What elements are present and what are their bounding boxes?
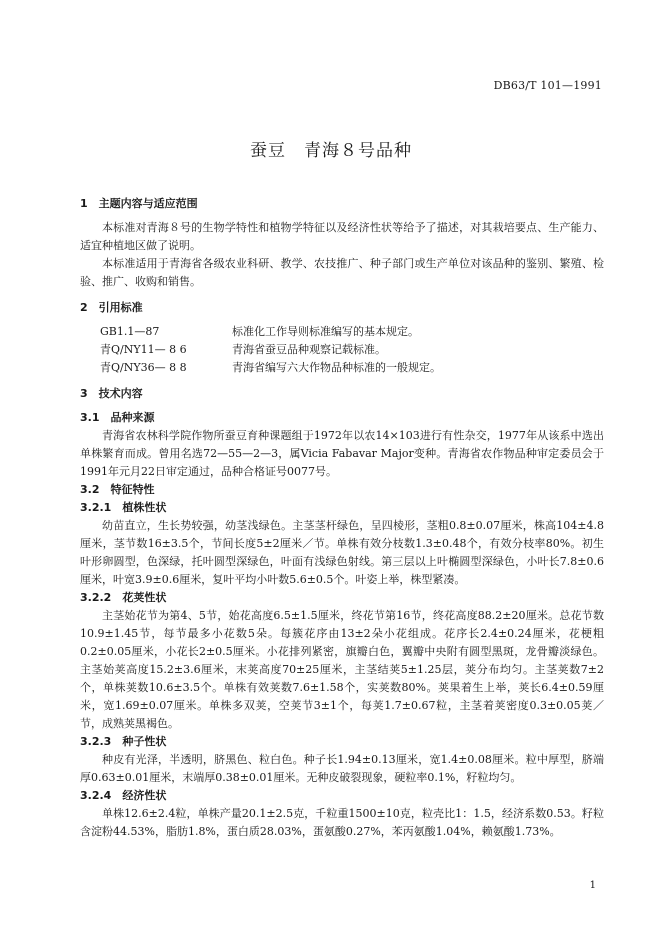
section-3-2-2-heading: 3.2.2 花荚性状 — [80, 591, 167, 604]
reference-title: 青海省编写六大作物品种标准的一般规定。 — [232, 361, 441, 374]
page-number: 1 — [589, 880, 596, 891]
section-1-paragraph-1: 本标准对青海８号的生物学特性和植物学特征以及经济性状等给予了描述，对其栽培要点、生产能力、适宜种植地区做了说明。 — [80, 221, 604, 252]
reference-code: 青Q/NY11— 8 6 — [100, 343, 187, 356]
section-3-2-1-heading: 3.2.1 植株性状 — [80, 501, 167, 514]
section-1-heading: 1 主题内容与适应范围 — [80, 197, 198, 210]
section-3-2-2-paragraph: 主茎始花节为第4、5节，始花高度6.5±1.5厘米，终花节第16节，终花高度88.2±20厘米。总花节数10.9±1.45节，每节最多小花数5朵。每簇花序由13±2朵小花组成。花序长2.4±0.24厘米，花梗粗0.2±0.05厘米，小花长2±0.5厘米。小花排列紧密，旗瓣白色，翼瓣中央附有圆型黑斑，龙骨瓣淡绿色。主茎始荚高度15.2±3.6厘米，末荚高度70±25厘米，主茎结荚5±1.25层，荚分布均匀。主茎荚数7±2个，单株荚数10.6±3.5个。单株有效荚数7.6±1.58个，实荚数80%。荚果着生上举，荚长6.4±0.59厘米，宽1.69±0.07厘米。单株多双荚，空荚节3±1个，每荚1.7±0.67粒，主茎着荚密度0.3±0.05荚／节，成熟荚黑褐色。 — [80, 609, 604, 730]
reference-item — [80, 341, 604, 359]
reference-item — [80, 323, 604, 341]
reference-code: 青Q/NY36— 8 8 — [100, 361, 187, 374]
section-3-2-3-heading: 3.2.3 种子性状 — [80, 735, 167, 748]
reference-title: 标准化工作导则标准编写的基本规定。 — [232, 325, 419, 338]
section-2-heading: 2 引用标准 — [80, 301, 143, 314]
section-3-2-4-heading: 3.2.4 经济性状 — [80, 789, 167, 802]
reference-item — [80, 359, 604, 377]
section-3-2-4-paragraph: 单株12.6±2.4粒，单株产量20.1±2.5克，千粒重1500±10克，粒壳比1：1.5，经济系数0.53。籽粒含淀粉44.53%，脂肪1.8%，蛋白质28.03%，蛋氨酸0.27%，苯丙氨酸1.04%，赖氨酸1.73%。 — [80, 807, 604, 838]
section-3-2-heading: 3.2 特征特性 — [80, 483, 155, 496]
section-3-2-3-paragraph: 种皮有光泽，半透明，脐黑色、粒白色。种子长1.94±0.13厘米，宽1.4±0.08厘米。粒中厚型，脐端厚0.63±0.01厘米，末端厚0.38±0.01厘米。无种皮破裂现象，硬粒率0.1%，籽粒均匀。 — [80, 753, 604, 784]
section-1-paragraph-2: 本标准适用于青海省各级农业科研、教学、农技推广、种子部门或生产单位对该品种的鉴别、繁殖、检验、推广、收购和销售。 — [80, 257, 604, 288]
section-3-1-paragraph: 青海省农林科学院作物所蚕豆育种课题组于1972年以农14×103进行有性杂交，1977年从该系中选出单株繁育而成。曾用名选72—55—2—3，属Vicia Fabavar Major变种。青海省农作物品种审定委员会于1991年元月22日审定通过，品种合格证号0077号。 — [80, 429, 604, 478]
reference-code: GB1.1—87 — [100, 325, 160, 338]
section-3-heading: 3 技术内容 — [80, 387, 143, 400]
section-3-1-heading: 3.1 品种来源 — [80, 411, 155, 424]
document-body — [80, 195, 604, 841]
document-title: 蚕豆 青海８号品种 — [250, 141, 412, 161]
section-3-2-1-paragraph: 幼苗直立，生长势较强，幼茎浅绿色。主茎茎杆绿色，呈四棱形，茎粗0.8±0.07厘米，株高104±4.8厘米，茎节数16±3.5个，节间长度5±2厘米／节。单株有效分枝数1.3±0.48个，有效分枝率80%。初生叶形卵圆型，色深绿，托叶圆型深绿色，叶面有浅绿色射线。第三层以上叶椭圆型深绿色，小叶长7.8±0.6厘米，叶宽3.9±0.6厘米，复叶平均小叶数5.6±0.5个。叶姿上举，株型紧凑。 — [80, 519, 604, 586]
standard-code: DB63/T 101—1991 — [493, 79, 602, 92]
reference-title: 青海省蚕豆品种观察记载标准。 — [232, 343, 386, 356]
